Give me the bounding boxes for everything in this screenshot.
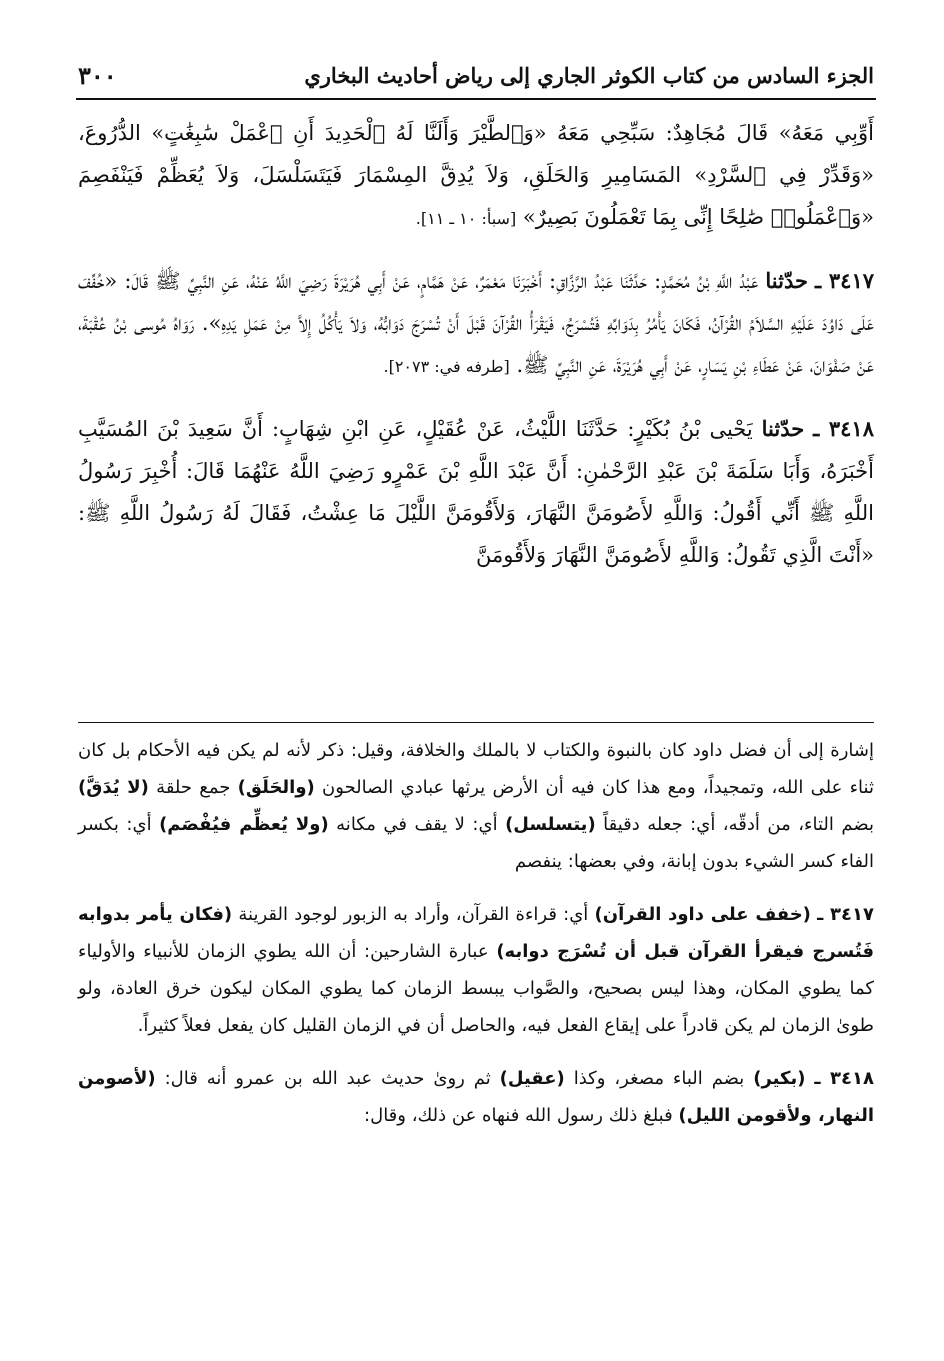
- note-3418: [78, 1060, 874, 1134]
- main-text: [78, 112, 874, 596]
- verse-reference: [سبأ: ١٠ ـ ١١].: [415, 209, 517, 228]
- hadith-lead: حدّثنا: [761, 416, 805, 441]
- note-text: إشارة إلى أن فضل داود كان بالنبوة والكتاب لا بالملك والخلافة، وقيل: ذكر لأنه لم يكن فيه الأحكام بل كان ثناء على الله، وتمجيداً، ومع هذا كان فيه أن الأرض يرثها عبادي الصالحون: [78, 740, 874, 798]
- note-term: (والحَلَق): [237, 777, 315, 798]
- footnote-rule: [78, 722, 874, 723]
- commentary-notes: [78, 732, 874, 1150]
- note-text: بضم الباء مصغر، وكذا: [573, 1068, 745, 1089]
- hadith-reference: [طرفه في: ٢٠٧٣].: [383, 357, 510, 376]
- note-text: بضم التاء، من أدقّه، أي: جعله دقيقاً: [603, 814, 874, 835]
- hadith-text: يَحْيى بْنُ بُكَيْرٍ: حَدَّثَنَا اللَّيْثُ، عَنْ عُقَيْلٍ، عَنِ ابْنِ شِهَابٍ: أَنَّ سَعِيدَ بْنَ المُسَيَّبِ أَخْبَرَهُ، وَأَبَا سَلَمَةَ بْنَ عَبْدِ الرَّحْمٰنِ: أَنَّ عَبْدَ اللَّهِ بْنَ عَمْرٍو رَضِيَ اللَّهُ عَنْهُمَا قَالَ: أُخْبِرَ رَسُولُ اللَّهِ ﷺ أَنِّي أَقُولُ: وَاللَّهِ لأَصُومَنَّ النَّهَارَ، وَلأَقُومَنَّ اللَّيْلَ مَا عِشْتُ، فَقَالَ لَهُ رَسُولُ اللَّهِ ﷺ: «أَنْتَ الَّذِي تَقُولُ: وَاللَّهِ لأَصُومَنَّ النَّهَارَ وَلأَقُومَنَّ: [78, 417, 874, 567]
- hadith-number: ٣٤١٨ ـ: [813, 416, 874, 441]
- hadith-3418: [78, 408, 874, 576]
- note-text: ثم روىٰ حديث عبد الله بن عمرو أنه قال:: [164, 1068, 491, 1089]
- header-rule: [76, 98, 876, 100]
- hadith-3417: [78, 260, 874, 388]
- hadith-number: ٣٤١٧ ـ: [815, 268, 875, 293]
- note-term: (لأصومن النهار، ولأقومن الليل): [78, 1068, 874, 1126]
- page-number: ٣٠٠: [78, 60, 117, 90]
- note-term: (بكير): [753, 1068, 806, 1089]
- note-number: ٣٤١٧ ـ: [817, 904, 874, 925]
- hadith-text: عَبْدُ اللَّهِ بْنُ مُحَمَّدٍ: حَدَّثَنَا عَبْدُ الرَّزَّاقِ: أَخْبَرَنَا مَعْمَرٌ، عَنْ هَمَّامٍ، عَنْ أَبِي هُرَيْرَةَ رَضِيَ اللَّهُ عَنْهُ، عَنِ النَّبِيِّ ﷺ قَالَ: «خُفِّفَ عَلَى دَاوُدَ عَلَيْهِ السَّلاَمُ القُرْآنُ، فَكَانَ يَأْمُرُ بِدَوَابِّهِ فَتُسْرَجُ، فَيَقْرَأُ القُرْآنَ قَبْلَ أَنْ تُسْرَجَ دَوَابُّهُ، وَلاَ يَأْكُلُ إِلاَّ مِنْ عَمَلِ يَدِهِ». رَوَاهُ مُوسى بْنُ عُقْبَةَ، عَنْ صَفْوَانَ، عَنْ عَطَاءِ بْنِ يَسَارٍ، عَنْ أَبِي هُرَيْرَةَ، عَنِ النَّبِيِّ ﷺ.: [78, 269, 874, 377]
- note-verse: [78, 732, 874, 880]
- note-text: جمع حلقة: [156, 777, 231, 798]
- note-number: ٣٤١٨ ـ: [814, 1068, 874, 1089]
- hadith-lead: حدّثنا: [765, 268, 808, 293]
- note-text: أي: لا يقف في مكانه: [336, 814, 498, 835]
- page-header: [78, 55, 874, 95]
- note-term: (فكان يأمر بدوابه فَتُسرج فيقرأ القرآن قبل أن تُسْرَج دوابه): [78, 904, 874, 962]
- note-text: عبارة الشارحين: أن الله يطوي الزمان للأنبياء والأولياء كما يطوي المكان، وهذا ليس بصحيح، والصَّواب يبسط الزمان كما يطوي المكان ليكون خرق العادة، ولو طوىٰ الزمان لم يكن قادراً على إيقاع الفعل فيه، والحاصل أن في الزمان القليل كان يفعل فعلاً كثيراً.: [78, 941, 874, 1036]
- note-3417: [78, 896, 874, 1044]
- note-term: (ولا يُعظِّم فيُفْصَم): [159, 814, 329, 835]
- verse-text: أَوِّبِي مَعَهُ» قَالَ مُجَاهِدٌ: سَبِّحِي مَعَهُ «وَٱلطَّيْرَ وَأَلَنَّا لَهُ ٱلْحَدِيدَ أَنِ ٱعْمَلْ سَٰبِغَٰتٍ» الدُّرُوعَ، «وَقَدِّرْ فِي ٱلسَّرْدِ» المَسَامِيرِ وَالحَلَقِ، وَلاَ يُدِقَّ المِسْمَارَ فَيَتَسَلْسَلَ، وَلاَ يُعَظِّمْ فَيَنْفَصِمَ «وَٱعْمَلُوا۟ صَٰلِحًا إِنِّى بِمَا تَعْمَلُونَ بَصِيرٌ»: [78, 121, 874, 229]
- running-title: الجزء السادس من كتاب الكوثر الجاري إلى رياض أحاديث البخاري: [304, 62, 874, 88]
- note-text: أي: قراءة القرآن، وأراد به الزبور لوجود القرينة: [238, 904, 589, 925]
- note-term: (عقيل): [499, 1068, 565, 1089]
- note-text: فبلغ ذلك رسول الله فنهاه عن ذلك، وقال:: [364, 1105, 673, 1126]
- note-term: (يتسلسل): [505, 814, 596, 835]
- note-text: أي: بكسر الفاء كسر الشيء بدون إبانة، وفي بعضها: ينفصم: [78, 814, 874, 872]
- note-term: (لا يُدَقَّ): [78, 777, 149, 798]
- note-term: (خفف على داود القرآن): [594, 904, 811, 925]
- verse-paragraph: [78, 112, 874, 240]
